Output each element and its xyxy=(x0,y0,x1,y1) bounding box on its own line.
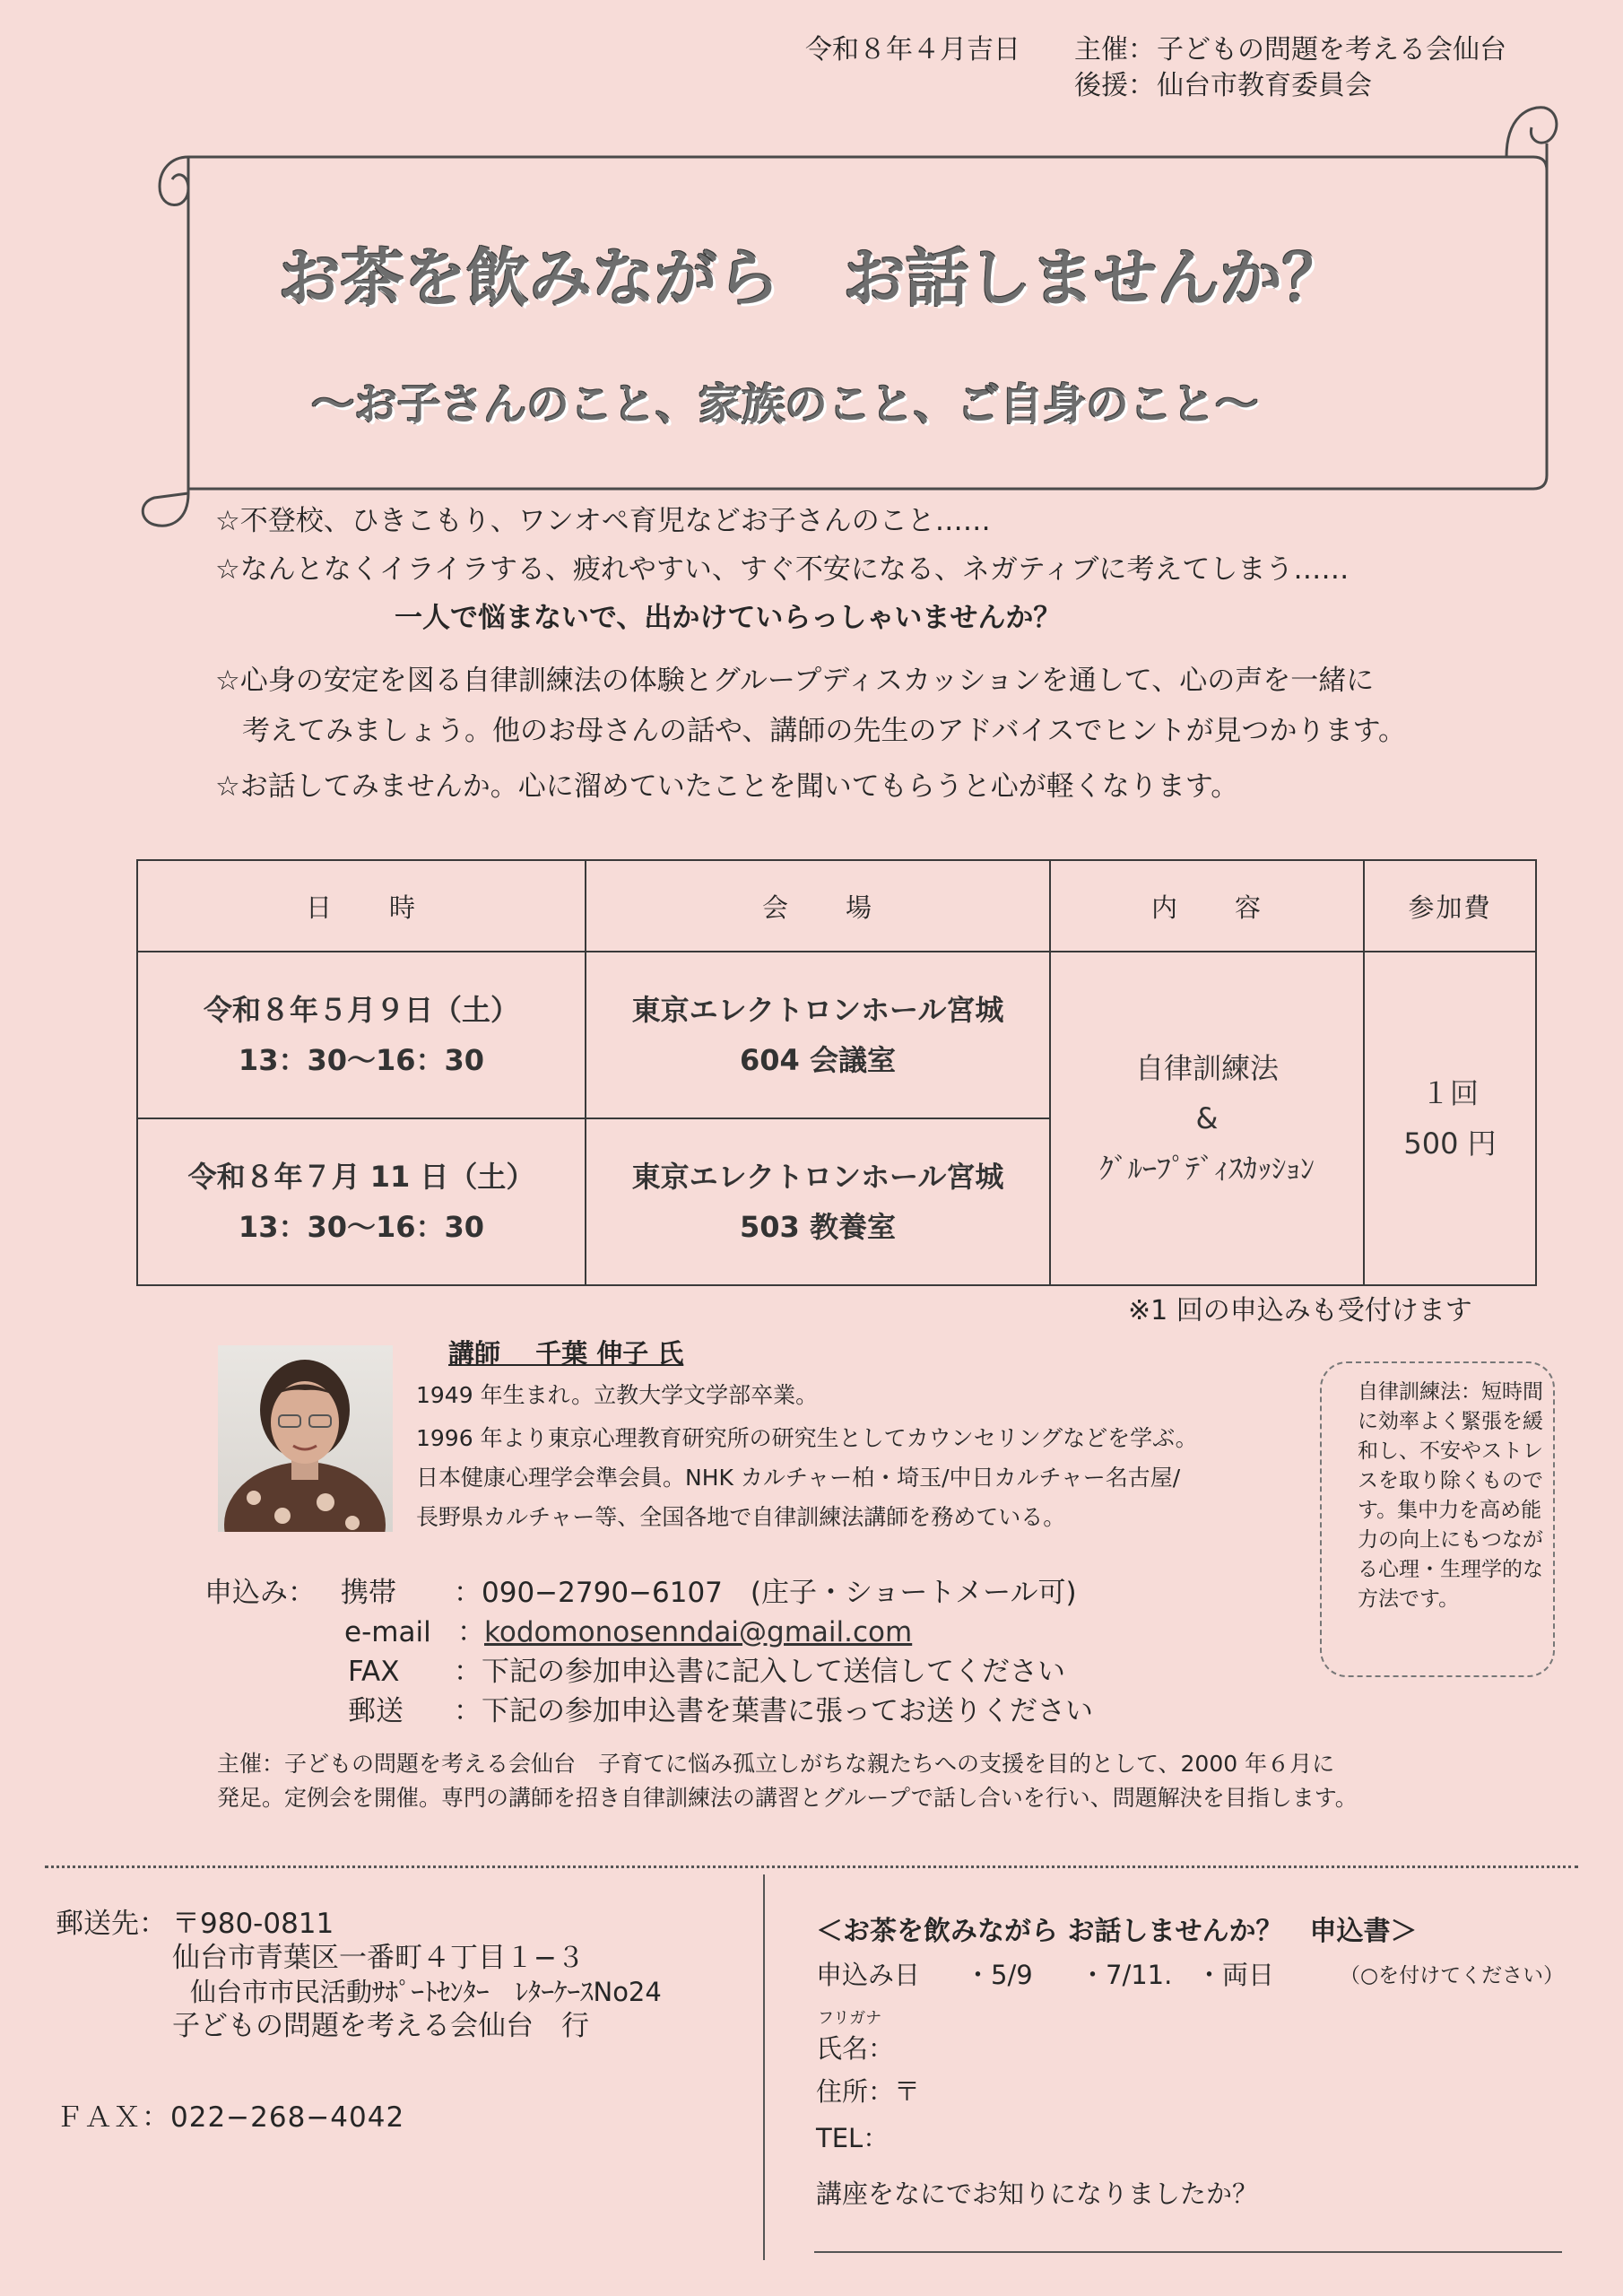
email-colon: ： xyxy=(457,1616,485,1648)
intro-line-2: ☆なんとなくイライラする、疲れやすい、すぐ不安になる、ネガティブに考えてしまう…… xyxy=(215,553,1350,586)
organizer-name: 子どもの問題を考える会仙台 xyxy=(1157,34,1506,65)
lecturer-bio-3: 日本健康心理学会準会員。NHK カルチャー柏・埼玉/中日カルチャー名古屋/ xyxy=(416,1465,1181,1491)
intro-line-3: 一人で悩まないで、出かけていらっしゃいませんか？ xyxy=(395,602,1062,634)
intro-line-6: ☆お話してみませんか。心に溜めていたことを聞いてもらうと心が軽くなります。 xyxy=(215,770,1239,803)
mailing-postal-code: 〒980-0811 xyxy=(172,1908,334,1940)
session-datetime xyxy=(137,952,586,1118)
lecturer-bio-1: 1949 年生まれ。立教大学文学部卒業。 xyxy=(416,1382,819,1408)
venue-room: 604 会議室 xyxy=(740,1043,896,1077)
schedule-note: ※1 回の申込みも受付けます xyxy=(1128,1295,1472,1326)
session-fee xyxy=(1364,952,1536,1285)
lecturer-bio-2: 1996 年より東京心理教育研究所の研究生としてカウンセリングなどを学ぶ。 xyxy=(416,1425,1198,1451)
mail-label: 郵送 xyxy=(348,1695,404,1727)
mailing-recipient: 子どもの問題を考える会仙台 行 xyxy=(172,2010,589,2042)
autogenic-training-note: 自律訓練法：短時間に効率よく緊張を緩和し、不安やストレスを取り除くものです。集中力を高め能力の向上にもつながる心理・生理学的な方法です。 xyxy=(1320,1361,1555,1677)
schedule-row xyxy=(137,952,1536,1118)
session-date: 令和８年５月９日（土） xyxy=(203,993,519,1027)
date-option-july[interactable]: ・7/11. xyxy=(1080,1960,1173,1990)
fee-line-1: １回 xyxy=(1420,1076,1479,1110)
content-line-2: & xyxy=(1195,1101,1219,1135)
apply-label: 申込み： xyxy=(204,1577,316,1609)
header-datetime: 日 時 xyxy=(137,860,586,952)
email-link[interactable]: kodomonosenndai@gmail.com xyxy=(484,1616,913,1648)
name-field[interactable]: 氏名： xyxy=(816,2033,895,2064)
schedule-header-row xyxy=(137,860,1536,952)
session-content xyxy=(1050,952,1364,1285)
mailing-center: 仙台市市民活動ｻﾎﾟｰﾄｾﾝﾀｰ ﾚﾀｰｹｰｽNo24 xyxy=(190,1977,662,2007)
cut-line xyxy=(45,1866,1578,1868)
content-line-3: ｸﾞﾙｰﾌﾟﾃﾞｨｽｶｯｼｮﾝ xyxy=(1098,1152,1315,1186)
lecturer-bio-4: 長野県カルチャー等、全国各地で自律訓練法講師を務めている。 xyxy=(416,1504,1066,1530)
organization-line-2: 発足。定例会を開催。専門の講師を招き自律訓練法の講習とグループで話し合いを行い、問題解決を目指します。 xyxy=(217,1785,1358,1811)
tel-field[interactable]: TEL： xyxy=(816,2123,890,2153)
session-time: 13：30～16：30 xyxy=(238,1043,485,1077)
form-date-label: 申込み日 xyxy=(816,1960,921,1990)
fax-number: ＦＡＸ：022−268−4042 xyxy=(56,2101,405,2134)
answer-line[interactable] xyxy=(814,2251,1562,2253)
form-title: ＜お茶を飲みながら お話しませんか？ 申込書＞ xyxy=(816,1916,1418,1947)
mailing-address: 仙台市青葉区一番町４丁目１−３ xyxy=(172,1942,585,1974)
header-fee: 参加費 xyxy=(1364,860,1536,952)
lecturer-heading: 講師 千葉 伸子 氏 xyxy=(448,1338,684,1369)
phone-number: ：090−2790−6107 (庄子・ショートメール可) xyxy=(454,1577,1077,1609)
support-label: 後援： xyxy=(1074,70,1155,101)
session-date: 令和８年７月 11 日（土） xyxy=(187,1160,535,1194)
intro-line-4: ☆心身の安定を図る自律訓練法の体験とグループディスカッションを通して、心の声を一緒に xyxy=(215,665,1375,697)
date-option-both[interactable]: ・両日 xyxy=(1196,1960,1275,1990)
scroll-banner xyxy=(135,99,1560,538)
session-datetime xyxy=(137,1118,586,1285)
mail-instruction: ：下記の参加申込書を葉書に張ってお送りください xyxy=(454,1695,1093,1727)
banner-title: お茶を飲みながら お話しませんか？ xyxy=(278,241,1345,315)
session-time: 13：30～16：30 xyxy=(238,1210,485,1244)
mailing-label: 郵送先： xyxy=(56,1908,167,1940)
header-content: 内 容 xyxy=(1050,860,1364,952)
organization-line-1: 主催：子どもの問題を考える会仙台 子育てに悩み孤立しがちな親たちへの支援を目的として、2000 年６月に xyxy=(217,1751,1335,1777)
organizer-label: 主催： xyxy=(1074,34,1155,65)
vertical-divider xyxy=(763,1874,765,2260)
circle-instruction: （○を付けてください） xyxy=(1340,1964,1565,1987)
banner-subtitle: ～お子さんのこと、家族のこと、ご自身のこと～ xyxy=(310,379,1258,430)
content-line-1: 自律訓練法 xyxy=(1134,1051,1279,1085)
venue-name: 東京エレクトロンホール宮城 xyxy=(631,993,1004,1027)
venue-room: 503 教養室 xyxy=(740,1210,896,1244)
schedule-table xyxy=(136,859,1537,1286)
phone-label: 携帯 xyxy=(341,1577,396,1609)
fee-line-2: 500 円 xyxy=(1403,1126,1497,1161)
date-option-may[interactable]: ・5/9 xyxy=(965,1960,1033,1990)
support-name: 仙台市教育委員会 xyxy=(1157,70,1372,101)
session-venue xyxy=(586,1118,1050,1285)
fax-label: FAX xyxy=(348,1656,400,1688)
furigana-label: フリガナ xyxy=(818,2009,882,2028)
venue-name: 東京エレクトロンホール宮城 xyxy=(631,1160,1004,1194)
email-label: e-mail xyxy=(344,1616,431,1648)
issue-date: 令和８年４月吉日 xyxy=(805,34,1020,65)
source-question: 講座をなにでお知りになりましたか？ xyxy=(816,2179,1259,2209)
header-venue: 会 場 xyxy=(586,860,1050,952)
intro-line-5: 考えてみましょう。他のお母さんの話や、講師の先生のアドバイスでヒントが見つかります。 xyxy=(242,715,1406,747)
address-field[interactable]: 住所：〒 xyxy=(816,2076,921,2107)
intro-line-1: ☆不登校、ひきこもり、ワンオペ育児などお子さんのこと…… xyxy=(215,505,991,537)
fax-instruction: ：下記の参加申込書に記入して送信してください xyxy=(454,1656,1065,1688)
lecturer-photo xyxy=(218,1345,393,1532)
session-venue xyxy=(586,952,1050,1118)
